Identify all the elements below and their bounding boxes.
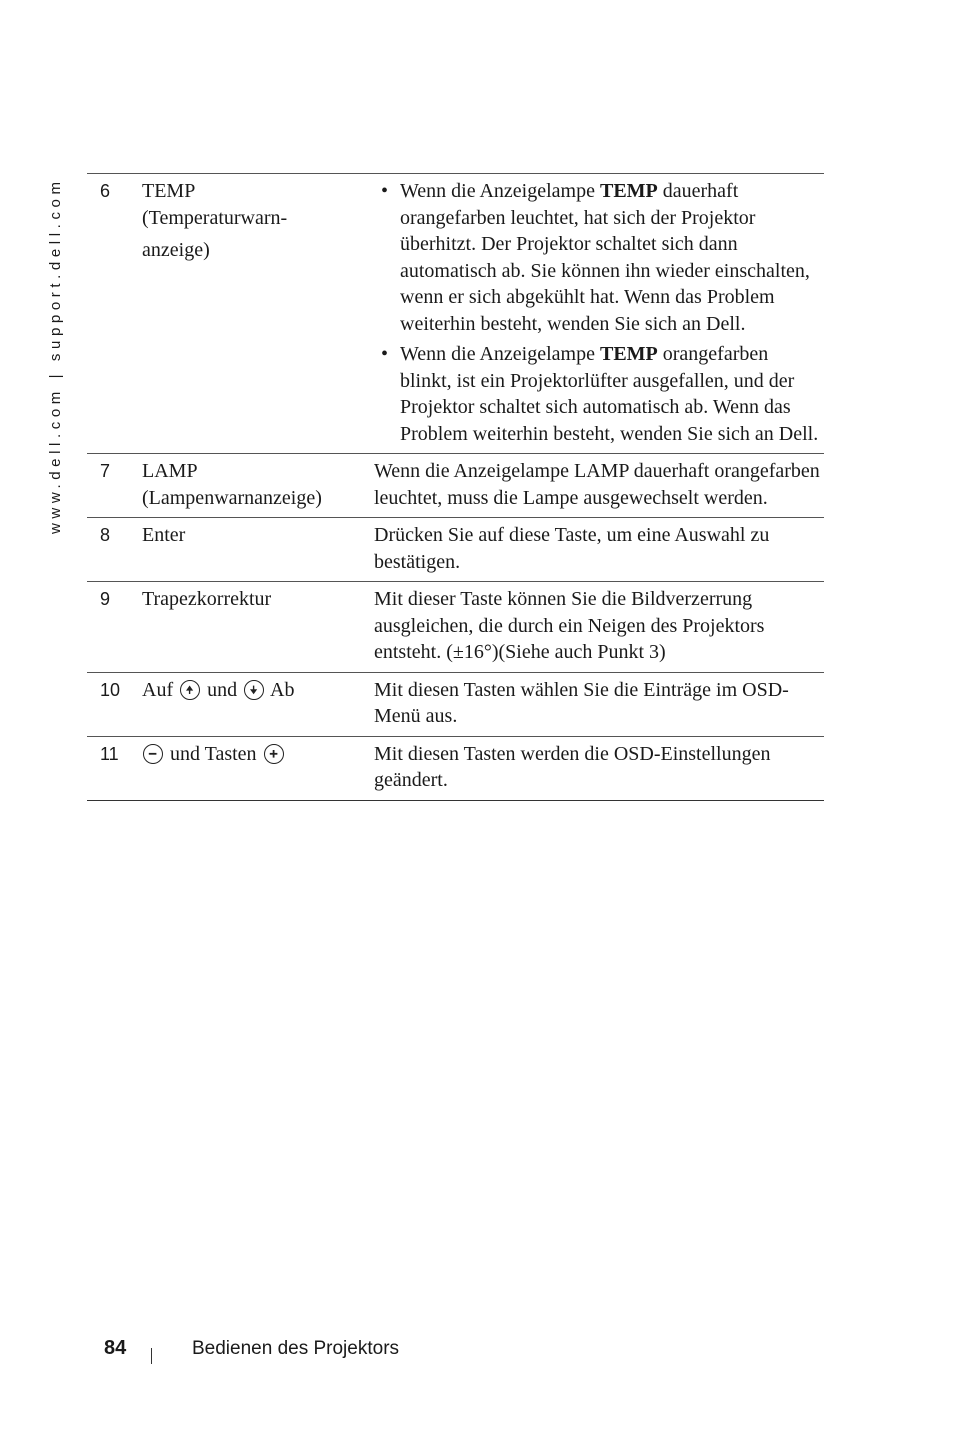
table-row: [87, 673, 824, 737]
page-number: 84: [104, 1337, 127, 1359]
name-line: LAMP: [142, 460, 198, 482]
table-row: [87, 454, 824, 518]
row-name: [142, 677, 374, 730]
bullet-bold-text: TEMP: [599, 343, 658, 365]
row-number: 10: [100, 679, 121, 700]
row-number: 6: [100, 181, 111, 201]
row-name: [142, 458, 374, 511]
row-number: 8: [100, 525, 111, 545]
side-url: www.dell.com | support.dell.com: [47, 177, 64, 534]
name-line: (Lampenwarnanzeige): [142, 486, 322, 509]
bullet-item: [374, 341, 820, 447]
name-line: TEMP: [142, 180, 196, 202]
row-name: Trapezkorrektur: [142, 588, 272, 610]
row-number: 7: [100, 461, 111, 481]
up-arrow-button-icon: [180, 680, 200, 700]
row-description: Wenn die Anzeigelampe LAMP dauerhaft orangefarben leuchtet, muss die Lampe ausgewechselt werden.: [374, 460, 820, 509]
section-title: Bedienen des Projektors: [192, 1338, 400, 1359]
name-line: (Temperaturwarn-: [142, 206, 288, 229]
name-text: Ab: [270, 678, 295, 701]
name-text: und: [207, 678, 238, 701]
table-row: [87, 582, 824, 673]
row-description: [374, 178, 824, 447]
table-row: [87, 174, 824, 454]
row-description: Mit diesen Tasten werden die OSD-Einstellungen geändert.: [374, 742, 771, 791]
name-line: anzeige): [142, 239, 210, 261]
led-button-table: [87, 173, 824, 801]
row-description: Mit dieser Taste können Sie die Bildverzerrung ausgleichen, die durch ein Neigen des Projektors entsteht. (±16°)(Siehe auch Punkt 3): [374, 588, 765, 663]
bullet-text: Wenn die Anzeigelampe: [400, 343, 600, 365]
down-arrow-button-icon: [244, 680, 264, 700]
row-name: [142, 741, 374, 794]
bullet-list: [374, 178, 820, 447]
bullet-text: dauerhaft orangefarben leuchtet, hat sich der Projektor überhitzt. Der Projektor schaltet sich dann automatisch ab. Sie können ihn wieder einschalten, wenn er sich abgekühlt hat. Wenn das Problem weiterhin besteht, wenden Sie sich an Dell.: [400, 180, 810, 335]
row-number: 9: [100, 589, 111, 609]
row-description: Mit diesen Tasten wählen Sie die Einträge im OSD-Menü aus.: [374, 678, 789, 727]
plus-button-icon: [264, 744, 284, 764]
bullet-bold-text: TEMP: [599, 180, 658, 202]
row-number: 11: [100, 743, 119, 764]
row-description: Drücken Sie auf diese Taste, um eine Auswahl zu bestätigen.: [374, 524, 770, 573]
row-name: Enter: [142, 524, 186, 546]
table-row: [87, 737, 824, 801]
row-name: [142, 178, 374, 447]
table-row: [87, 518, 824, 582]
bullet-text: orangefarben blinkt, ist ein Projektorlüfter ausgefallen, und der Projektor schaltet sich automatisch ab. Wenn das Problem weiterhin besteht, wenden Sie sich an Dell.: [400, 343, 819, 445]
name-text: und Tasten: [170, 742, 257, 765]
bullet-text: Wenn die Anzeigelampe: [400, 180, 600, 202]
bullet-item: [374, 178, 820, 337]
minus-button-icon: [143, 744, 163, 764]
name-text: Auf: [142, 678, 174, 701]
footer-divider: [151, 1348, 152, 1364]
